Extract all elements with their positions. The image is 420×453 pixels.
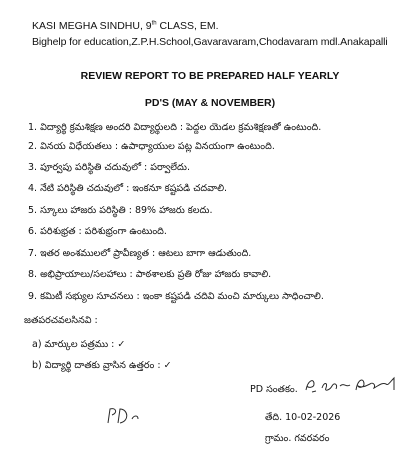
item-text: విద్యార్థి క్రమశిక్షణ అందరి విద్యార్థులది : పెద్దల యెడల క్రమశిక్షణతో ఉంటుంది. bbox=[40, 122, 322, 133]
class-rest: CLASS, EM. bbox=[156, 20, 219, 32]
review-item-3 bbox=[28, 162, 408, 175]
item-number: 6. bbox=[28, 226, 38, 237]
review-item-9 bbox=[28, 291, 408, 304]
item-text: పూర్వపు పరిస్థితి చదువులో : పర్వాలేదు. bbox=[40, 162, 190, 173]
report-subtitle: PD'S (MAY & NOVEMBER) bbox=[144, 97, 276, 109]
item-number: 7. bbox=[28, 248, 38, 259]
item-text: నేటి పరిస్థితి చదువులో : ఇంకనూ కష్టపడి చదవాలి. bbox=[40, 183, 228, 194]
review-item-6 bbox=[28, 226, 408, 239]
attachment-a: a) మార్కుల పత్రము : ✓ bbox=[32, 339, 126, 350]
report-date: తేది. 10-02-2026 bbox=[265, 412, 341, 423]
class-suffix: th bbox=[151, 20, 157, 27]
review-item-4 bbox=[28, 183, 408, 196]
pd-signature-label: PD సంతకం. bbox=[250, 384, 298, 395]
item-text: కమిటీ సభ్యుల సూచనలు : ఇంకా కష్టపడి చదివి మంచి మార్కులు సాధించాలి. bbox=[40, 291, 324, 302]
item-number: 4. bbox=[28, 183, 38, 194]
review-item-5 bbox=[28, 205, 408, 218]
item-text: వినయ విధేయతలు : ఉపాధ్యాయుల పట్ల వినయంగా ఉంటుంది. bbox=[40, 141, 275, 152]
pd-signature bbox=[302, 372, 402, 398]
pd-initials-signature bbox=[104, 405, 144, 427]
item-number: 8. bbox=[28, 269, 38, 280]
review-item-2 bbox=[28, 141, 408, 154]
attachments-heading: జతపరచవలసినవి : bbox=[24, 315, 98, 326]
item-text: ఇతర అంశములలో ప్రావీణ్యత : ఆటలు బాగా ఆడుతుంది. bbox=[40, 248, 252, 259]
village-name: గ్రామం. గవరవరం bbox=[265, 433, 330, 444]
item-number: 9. bbox=[28, 291, 38, 302]
item-number: 3. bbox=[28, 162, 38, 173]
attachment-b: b) విద్యార్థి దాతకు వ్రాసిన ఉత్తరం : ✓ bbox=[32, 360, 172, 371]
review-item-8 bbox=[28, 269, 408, 282]
item-number: 5. bbox=[28, 205, 38, 216]
item-text: అభిప్రాయాలు/సలహాలు : పాఠశాలకు ప్రతి రోజు హాజరు కావాలి. bbox=[40, 269, 272, 280]
item-text: పరిశుభ్రత : పరిశుభ్రంగా ఉంటుంది. bbox=[40, 226, 167, 237]
item-text: స్కూలు హాజరు పరిస్థితి : 89% హాజరు కలదు. bbox=[40, 205, 213, 216]
student-name-line bbox=[32, 20, 219, 32]
item-number: 1. bbox=[28, 122, 38, 133]
student-name: KASI MEGHA SINDHU, 9 bbox=[32, 20, 152, 32]
school-line: Bighelp for education,Z.P.H.School,Gavaravaram,Chodavaram mdl.Anakapalli bbox=[32, 36, 388, 48]
report-title: REVIEW REPORT TO BE PREPARED HALF YEARLY bbox=[80, 70, 340, 82]
item-number: 2. bbox=[28, 141, 38, 152]
review-item-7 bbox=[28, 248, 408, 261]
review-item-1 bbox=[28, 122, 408, 135]
